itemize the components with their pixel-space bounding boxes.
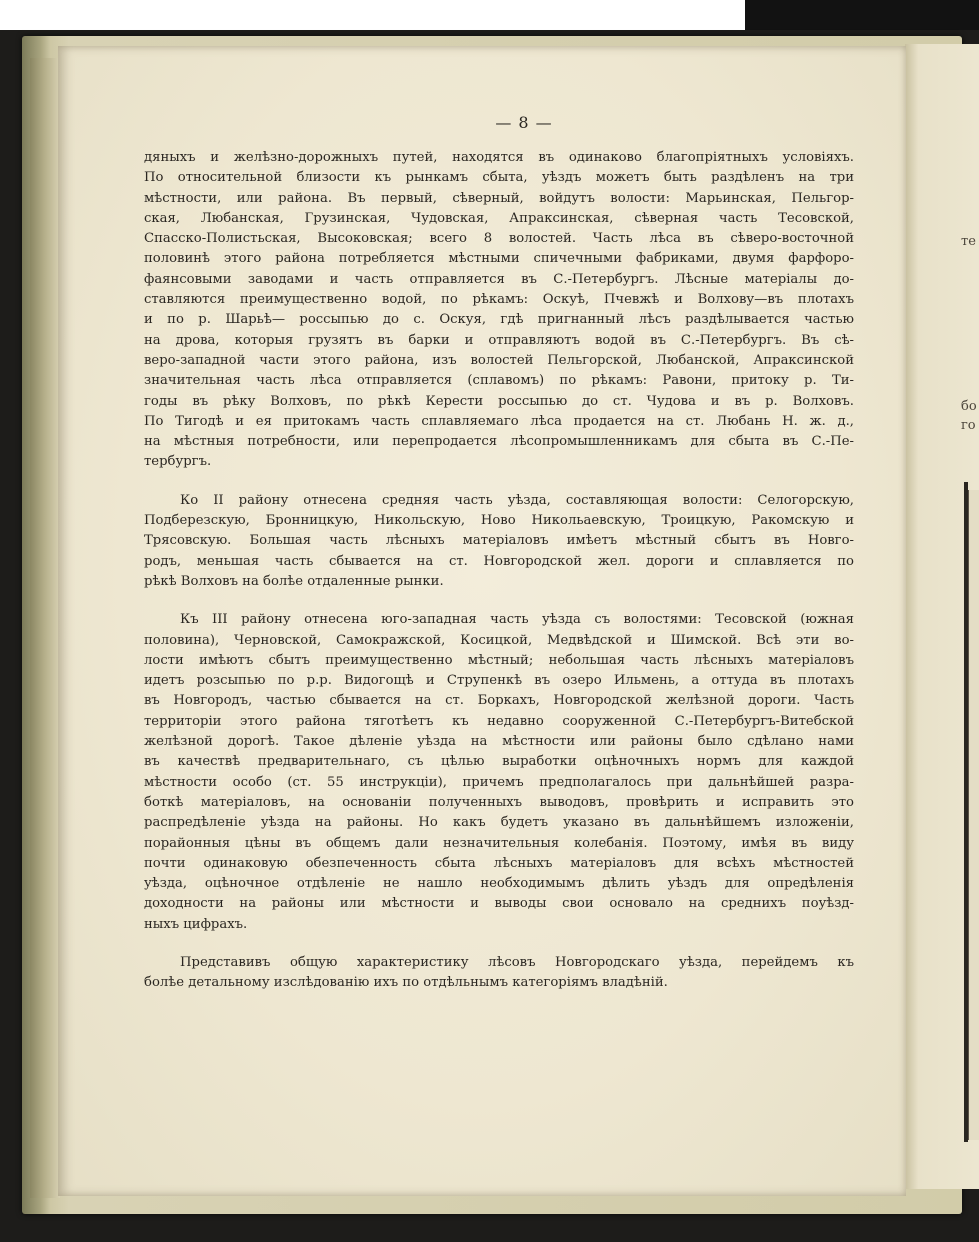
text-line: ская, Любанская, Грузинская, Чудовская, Апраксинская, сѣверная часть Тесовской, xyxy=(144,210,854,226)
text-line: фаянсовыми заводами и часть отправляется въ С.-Петербургъ. Лѣсные матеріалы до- xyxy=(144,271,854,287)
text-line: Къ III району отнесена юго-западная часть уѣзда съ волостями: Тесовской (южная xyxy=(180,612,854,628)
document-page xyxy=(58,46,906,1196)
text-line: Спасско-Полистьская, Высоковская; всего 8 волостей. Часть лѣса въ сѣверо-восточной xyxy=(144,231,854,247)
paragraph-1 xyxy=(144,148,854,473)
text-line: мѣстности, или района. Въ первый, сѣверный, войдутъ волости: Марьинская, Пельгор- xyxy=(144,190,854,206)
text-line: на мѣстныя потребности, или перепродается лѣсопромышленникамъ для сбыта въ С.-Пе- xyxy=(144,434,854,450)
adjacent-fragment-1: те xyxy=(961,234,976,249)
text-line: боткѣ матеріаловъ, на основаніи полученныхъ выводовъ, провѣрить и исправить это xyxy=(144,794,854,810)
top-right-dark-area xyxy=(745,0,979,30)
text-line: на дрова, которыя грузятъ въ барки и отправляютъ водой въ С.-Петербургъ. Въ сѣ- xyxy=(144,332,854,348)
text-line: уѣзда, оцѣночное отдѣленіе не нашло необходимымъ дѣлить уѣздъ для опредѣленія xyxy=(144,876,854,892)
paragraph-gap xyxy=(144,935,854,953)
text-line: веро-западной части этого района, изъ волостей Пельгорской, Любанской, Апраксинской xyxy=(144,352,854,368)
text-line: рѣкѣ Волховъ на болѣе отдаленные рынки. xyxy=(144,573,444,589)
book-spine xyxy=(30,58,60,1198)
text-line: почти одинаковую обезпеченность сбыта лѣсныхъ матеріаловъ для всѣхъ мѣстностей xyxy=(144,855,854,871)
text-line: идетъ розсыпью по р.р. Видогощѣ и Струпенкѣ въ озеро Ильмень, а оттуда въ плотахъ xyxy=(144,673,854,689)
text-line: дяныхъ и желѣзно-дорожныхъ путей, находятся въ одинаково благопріятныхъ условіяхъ. xyxy=(144,150,854,165)
adjacent-page-table-edge xyxy=(968,490,979,1140)
text-line: лости имѣютъ сбытъ преимущественно мѣстный; небольшая часть лѣсныхъ матеріаловъ xyxy=(144,652,854,668)
page-body xyxy=(144,114,854,994)
text-line: доходности на районы или мѣстности и выводы свои основало на среднихъ поуѣзд- xyxy=(144,896,854,912)
paragraph-3 xyxy=(144,610,854,935)
text-line: родъ, меньшая часть сбывается на ст. Новгородской жел. дороги и сплавляется по xyxy=(144,553,854,569)
text-line: порайонныя цѣны въ общемъ дали незначительныя колебанія. Поэтому, имѣя въ виду xyxy=(144,835,854,851)
text-line: тербургъ. xyxy=(144,454,212,470)
text-line: половина), Черновской, Самокражской, Косицкой, Медвѣдской и Шимской. Всѣ эти во- xyxy=(144,632,854,648)
text-line: ставляются преимущественно водой, по рѣкамъ: Оскуѣ, Пчевжѣ и Волхову—въ плотахъ xyxy=(144,292,854,308)
text-line: въ Новгородъ, частью сбывается на ст. Боркахъ, Новгородской желѣзной дороги. Часть xyxy=(144,693,854,709)
text-line: и по р. Шарьѣ— россыпью до с. Оскуя, гдѣ пригнанный лѣсъ раздѣлывается частью xyxy=(144,312,854,328)
text-line: Трясовскую. Большая часть лѣсныхъ матеріаловъ имѣетъ мѣстный сбытъ въ Новго- xyxy=(144,533,854,549)
text-line: Подберезскую, Бронницкую, Никольскую, Ново Никольаевскую, Троицкую, Ракомскую и xyxy=(144,513,854,529)
text-line: въ качествѣ предварительнаго, съ цѣлью выработки оцѣночныхъ нормъ для каждой xyxy=(144,754,854,770)
text-line: ныхъ цифрахъ. xyxy=(144,916,248,932)
text-line: половинѣ этого района потребляется мѣстными спичечными фабриками, двумя фарфоро- xyxy=(144,251,854,267)
paragraph-2 xyxy=(144,491,854,592)
paragraph-gap xyxy=(144,592,854,610)
paragraph-gap xyxy=(144,473,854,491)
page-number: — 8 — xyxy=(495,113,553,132)
text-line: По относительной близости къ рынкамъ сбыта, уѣздъ можетъ быть раздѣленъ на три xyxy=(144,170,854,186)
text-line: распредѣленіе уѣзда на районы. Но какъ будетъ указано въ дальнѣйшемъ изложеніи, xyxy=(144,815,854,831)
text-line: годы въ рѣку Волховъ, по рѣкѣ Керести россыпью до ст. Чудова и въ р. Волховъ. xyxy=(144,393,854,409)
text-line: Представивъ общую характеристику лѣсовъ Новгородскаго уѣзда, перейдемъ къ xyxy=(180,954,854,970)
text-line: значительная часть лѣса отправляется (сплавомъ) по рѣкамъ: Равони, притоку р. Ти- xyxy=(144,373,854,389)
text-line: мѣстности особо (ст. 55 инструкціи), причемъ предполагалось при дальнѣйшей разра- xyxy=(144,774,854,790)
paragraph-4 xyxy=(144,953,854,994)
text-line: болѣе детальному изслѣдованію ихъ по отдѣльнымъ категоріямъ владѣній. xyxy=(144,975,668,991)
adjacent-fragment-2: бо xyxy=(961,399,977,414)
text-line: По Тигодѣ и ея притокамъ часть сплавляемаго лѣса продается на ст. Любань Н. ж. д., xyxy=(144,413,854,429)
adjacent-fragment-3: го xyxy=(961,418,976,433)
text-line: территоріи этого района тяготѣетъ къ недавно сооруженной С.-Петербургъ-Витебской xyxy=(144,713,854,729)
text-line: Ко II району отнесена средняя часть уѣзда, составляющая волости: Селогорскую, xyxy=(180,492,854,508)
text-line: желѣзной дорогѣ. Такое дѣленіе уѣзда на мѣстности или районы было сдѣлано нами xyxy=(144,734,854,750)
